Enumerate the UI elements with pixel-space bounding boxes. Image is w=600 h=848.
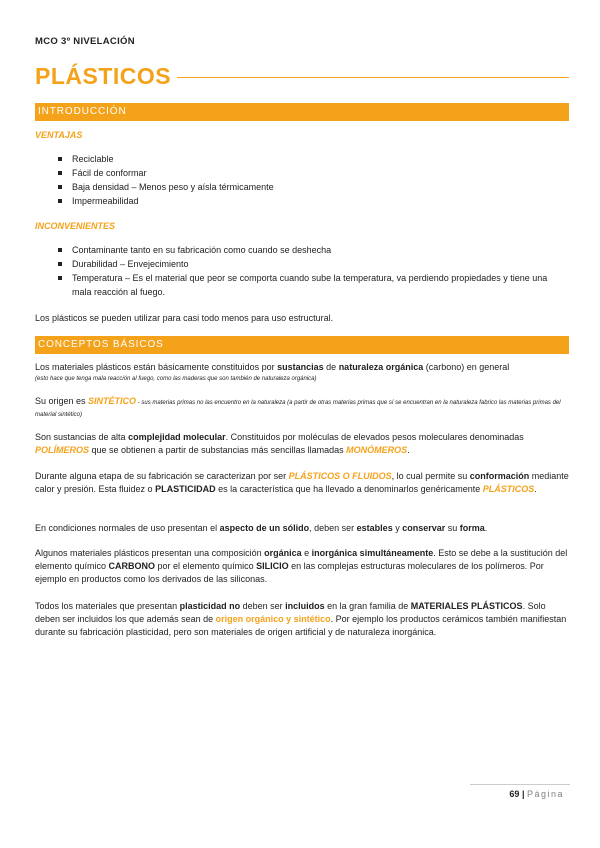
bullet-icon: [58, 248, 62, 252]
list-item: Contaminante tanto en su fabricación como cuando se deshecha: [35, 243, 569, 257]
paragraph-note: (esto hace que tenga mala reacción al fuego, como las maderas que son también de naturaleza orgánica): [35, 376, 317, 382]
paragraph-naturaleza: Los materiales plásticos están básicamente constituidos por sustancias de naturaleza orgánica (carbono) en general (esto hace que tenga mala reacción al fuego, como las maderas que son también de naturaleza orgánica): [35, 361, 569, 384]
document-header: MCO 3º NIVELACIÓN: [35, 36, 135, 47]
inconvenientes-list: [35, 243, 569, 299]
paragraph-plasticidad: Durante alguna etapa de su fabricación se caracterizan por ser PLÁSTICOS O FLUIDOS, lo cual permite su conformación mediante calor y presión. Esta fluidez o PLASTICIDAD es la característica que ha llevado a denominarlos genéricamente PLÁSTICOS.: [35, 471, 569, 494]
title-rule: [177, 77, 569, 78]
page-number-footer: 69 | Página: [509, 789, 564, 799]
footer-rule: [470, 784, 570, 785]
paragraph-origen: Su origen es SINTÉTICO - sus materias primas no las encuentro en la naturaleza (a partir de otras materias primas que sí se encuentran en la naturaleza fabrico las materias primas del material sintético): [35, 396, 561, 418]
list-item: Fácil de conformar: [35, 166, 569, 180]
list-item: Durabilidad – Envejecimiento: [35, 257, 569, 271]
list-item: Temperatura – Es el material que peor se comporta cuando sube la temperatura, va perdiendo propiedades y tiene una mala reacción al fuego.: [35, 271, 569, 299]
page-word: Página: [526, 789, 564, 799]
paragraph-complejidad: Son sustancias de alta complejidad molecular. Constituidos por moléculas de elevados pesos moleculares denominadas POLÍMEROS que se obtienen a partir de substancias más sencillas llamadas MONÓMEROS.: [35, 432, 524, 455]
section-heading-conceptos: CONCEPTOS BÁSICOS: [35, 336, 569, 354]
paragraph-solido: En condiciones normales de uso presentan el aspecto de un sólido, deben ser estables y conservar su forma.: [35, 523, 488, 533]
title-row: [35, 63, 569, 90]
ventajas-title: VENTAJAS: [35, 130, 83, 140]
list-item: Reciclable: [35, 152, 569, 166]
paragraph-siliconas: Algunos materiales plásticos presentan una composición orgánica e inorgánica simultáneamente. Esto se debe a la sustitución del elemento químico CARBONO por el elemento químico SILICIO en las complejas estructuras moleculares de los polímeros. Por ejemplo en productos como los derivados de las siliconas.: [35, 548, 568, 584]
bullet-icon: [58, 262, 62, 266]
list-item: Baja densidad – Menos peso y aísla térmicamente: [35, 180, 569, 194]
bullet-icon: [58, 157, 62, 161]
bullet-icon: [58, 199, 62, 203]
intro-closing-text: Los plásticos se pueden utilizar para casi todo menos para uso estructural.: [35, 313, 334, 323]
section-heading-introduccion: INTRODUCCIÓN: [35, 103, 569, 121]
bullet-icon: [58, 171, 62, 175]
list-item: Impermeabilidad: [35, 194, 569, 208]
page-title: PLÁSTICOS: [35, 63, 172, 89]
bullet-icon: [58, 185, 62, 189]
page-number: 69: [509, 789, 520, 799]
paragraph-materiales-plasticos: Todos los materiales que presentan plasticidad no deben ser incluidos en la gran familia de MATERIALES PLÁSTICOS. Solo deben ser incluidos los que además sean de origen orgánico y sintético. Por ejemplo los productos cerámicos también manifiestan durante su fabricación plasticidad, pero son materiales de origen artificial y de naturaleza inorgánica.: [35, 601, 567, 637]
inconvenientes-title: INCONVENIENTES: [35, 221, 116, 231]
ventajas-list: [35, 152, 569, 208]
bullet-icon: [58, 276, 62, 280]
